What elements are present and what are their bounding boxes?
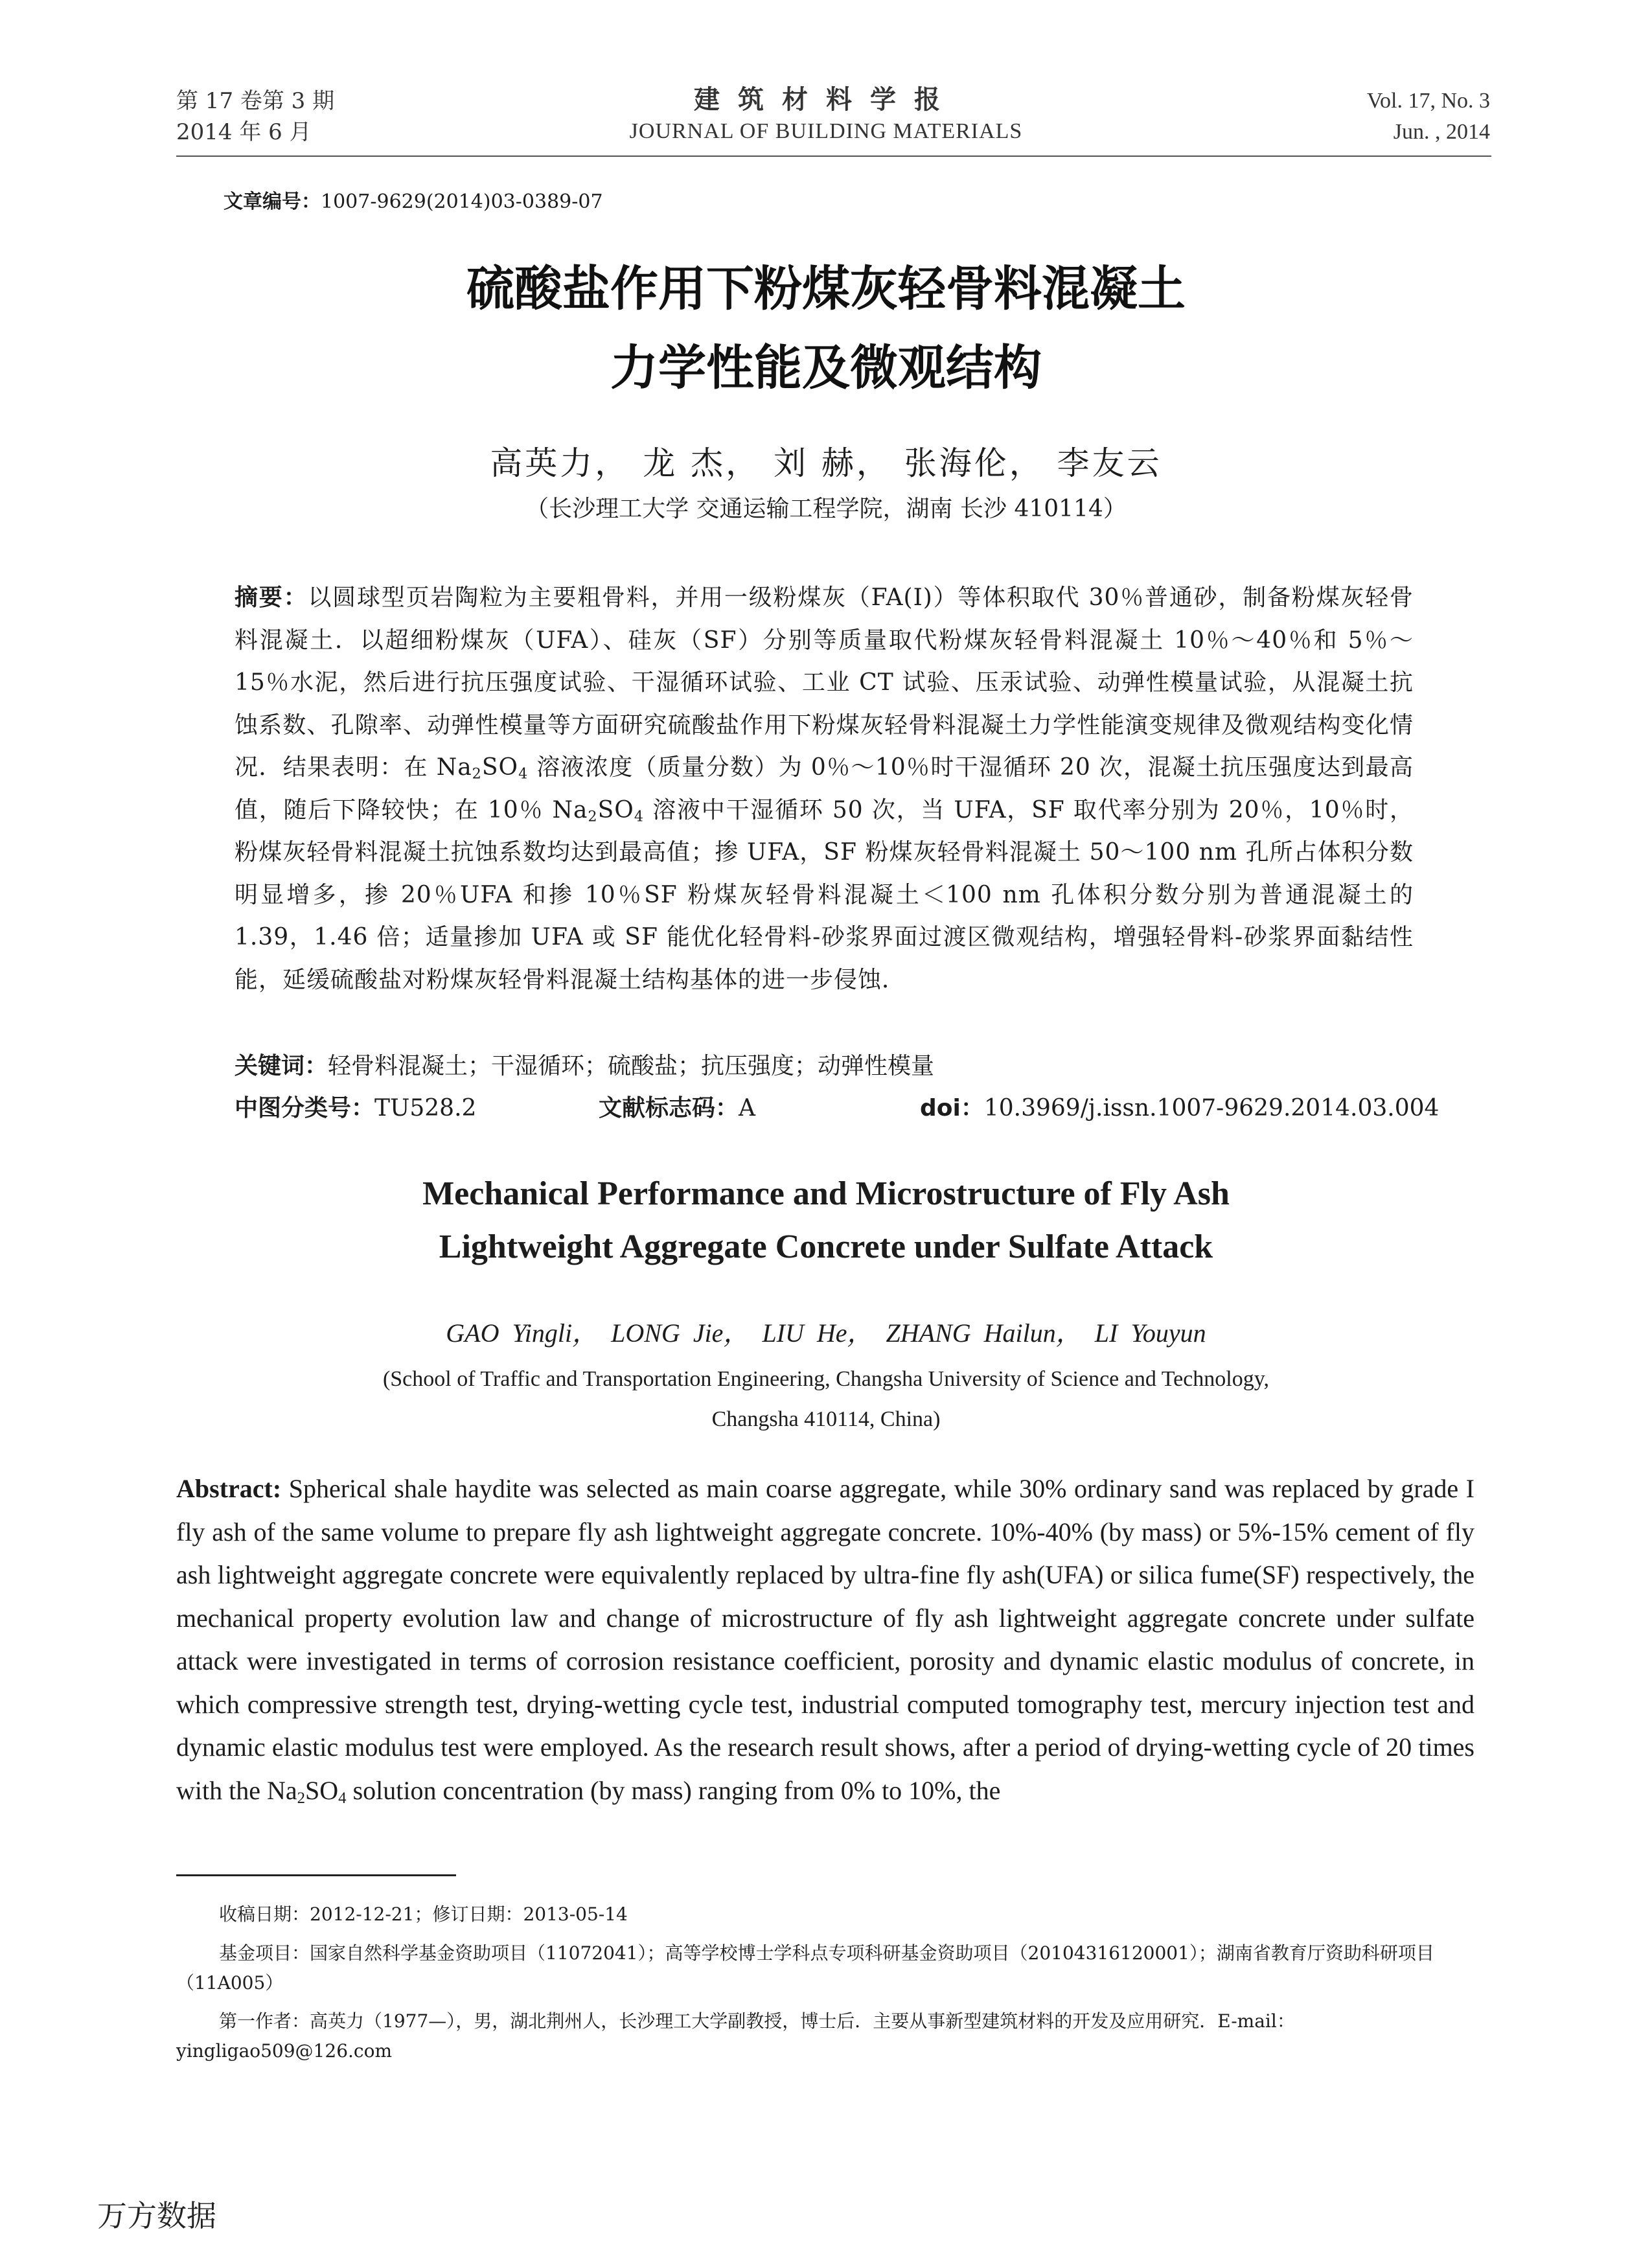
subscript: 2 bbox=[297, 1789, 306, 1807]
clc-value: TU528.2 bbox=[374, 1095, 477, 1121]
header-volume: 第 17 卷第 3 期 bbox=[176, 88, 335, 114]
authors-cn: 高英力， 龙 杰， 刘 赫， 张海伦， 李友云 bbox=[490, 444, 1162, 482]
abstract-en bbox=[176, 1467, 1474, 1812]
title-cn-line1: 硫酸盐作用下粉煤灰轻骨料混凝土 bbox=[466, 261, 1186, 317]
abstract-en-text: Spherical shale haydite was selected as main coarse aggregate, while 30% ordinary sand was replaced by grade I fly ash of the same volume to prepare fly ash lightweight aggregate concrete. 10%-40% (by mass) or 5%-15% cement of fly ash lightweight aggregate concrete were equivalently replaced by ultra-fine fly ash(UFA) or silica fume(SF) respectively, the mechanical property evolution law and change of microstructure of fly ash lightweight aggregate concrete under sulfate attack were investigated in terms of corrosion resistance coefficient, porosity and dynamic elastic modulus of concrete, in which compressive strength test, drying-wetting cycle test, industrial computed tomography test, mercury injection test and dynamic elastic modulus test were employed. As the research result shows, after a period of drying-wetting cycle of 20 times with the Na bbox=[176, 1474, 1474, 1805]
document-code-value: A bbox=[739, 1095, 756, 1121]
journal-name-cn: 建筑材料学报 bbox=[694, 85, 958, 115]
watermark: 万方数据 bbox=[97, 2198, 216, 2233]
abstract-cn-text: 溶液中干湿循环 50 次，当 UFA，SF 取代率分别为 20％，10％时，粉煤灰轻骨料混凝土抗蚀系数均达到最高值；掺 UFA，SF 粉煤灰轻骨料混凝土 50～100 nm 孔所占体积分数明显增多，掺 20％UFA 和掺 10％SF 粉煤灰轻骨料混凝土＜100 nm 孔体积分数分别为普通混凝土的 1.39，1.46 倍；适量掺加 UFA 或 SF 能优化轻骨料-砂浆界面过渡区微观结构，增强轻骨料-砂浆界面黏结性能，延缓硫酸盐对粉煤灰轻骨料混凝土结构基体的进一步侵蚀． bbox=[235, 796, 1414, 993]
header-date-en: Jun. , 2014 bbox=[1393, 120, 1490, 144]
affiliation-en-line1: (School of Traffic and Transportation Engineering, Changsha University of Science and Technology, bbox=[382, 1367, 1270, 1391]
footnote-funding: 基金项目：国家自然科学基金资助项目（11072041）；高等学校博士学科点专项科研基金资助项目（20104316120001）；湖南省教育厅资助科研项目（11A005） bbox=[176, 1942, 1434, 1994]
abstract-en-label: Abstract: bbox=[176, 1474, 282, 1503]
abstract-cn-text: SO bbox=[597, 796, 634, 823]
doi-label: doi： bbox=[920, 1095, 984, 1121]
subscript: 4 bbox=[338, 1789, 347, 1807]
affiliation-cn: （长沙理工大学 交通运输工程学院，湖南 长沙 410114） bbox=[525, 496, 1127, 522]
title-en-line1: Mechanical Performance and Microstructure of Fly Ash bbox=[422, 1175, 1230, 1212]
abstract-en-text: SO bbox=[305, 1775, 339, 1805]
abstract-cn-text: 溶液浓度（质量分数）为 0％～10％时干湿循环 20 次，混凝土抗压强度达到最高值，随后下降较快；在 10％ Na bbox=[235, 754, 1414, 823]
title-en bbox=[0, 1167, 1652, 1274]
title-en-line2: Lightweight Aggregate Concrete under Sulfate Attack bbox=[439, 1228, 1213, 1265]
article-number-value: 1007-9629(2014)03-0389-07 bbox=[321, 190, 603, 213]
article-number bbox=[224, 189, 603, 215]
abstract-cn-text: SO bbox=[481, 754, 519, 781]
abstract-cn-text: 以圆球型页岩陶粒为主要粗骨料，并用一级粉煤灰（FA(I)）等体积取代 30％普通砂，制备粉煤灰轻骨料混凝土．以超细粉煤灰（UFA）、硅灰（SF）分别等质量取代粉煤灰轻骨料混凝土 10％～40％和 5％～15％水泥，然后进行抗压强度试验、干湿循环试验、工业 CT 试验、压汞试验、动弹性模量试验，从混凝土抗蚀系数、孔隙率、动弹性模量等方面研究硫酸盐作用下粉煤灰轻骨料混凝土力学性能演变规律及微观结构变化情况．结果表明：在 Na bbox=[235, 584, 1414, 781]
journal-name-en: JOURNAL OF BUILDING MATERIALS bbox=[629, 119, 1023, 143]
header-divider bbox=[176, 155, 1491, 157]
document-code-label: 文献标志码： bbox=[599, 1095, 739, 1121]
authors-en: GAO Yingli， LONG Jie， LIU He， ZHANG Hailun， LI Youyun bbox=[446, 1318, 1206, 1348]
footnote-received: 收稿日期：2012-12-21；修订日期：2013-05-14 bbox=[219, 1903, 628, 1925]
doi-value: 10.3969/j.issn.1007-9629.2014.03.004 bbox=[983, 1095, 1440, 1121]
footnote-divider bbox=[176, 1874, 456, 1876]
subscript: 4 bbox=[634, 808, 645, 825]
affiliation-en bbox=[324, 1359, 1328, 1440]
abstract-en-text: solution concentration (by mass) ranging from 0% to 10%, the bbox=[346, 1775, 1001, 1805]
doi bbox=[920, 1090, 1439, 1127]
clc-label: 中图分类号： bbox=[235, 1095, 375, 1121]
header-volume-info-en bbox=[1367, 86, 1490, 148]
title-cn bbox=[0, 249, 1652, 408]
title-cn-line2: 力学性能及微观结构 bbox=[610, 340, 1042, 396]
article-number-label: 文章编号： bbox=[224, 190, 321, 213]
clc-code bbox=[235, 1090, 476, 1127]
keywords-cn-value: 轻骨料混凝土；干湿循环；硫酸盐；抗压强度；动弹性模量 bbox=[328, 1053, 935, 1079]
footnote-author: 第一作者：高英力（1977—），男，湖北荆州人，长沙理工大学副教授，博士后．主要从事新型建筑材料的开发及应用研究．E-mail：yingligao509@126.com bbox=[176, 2010, 1295, 2062]
abstract-cn-label: 摘要： bbox=[235, 584, 308, 611]
subscript: 2 bbox=[588, 808, 598, 825]
keywords-cn-label: 关键词： bbox=[235, 1053, 328, 1079]
header-date: 2014 年 6 月 bbox=[176, 119, 312, 145]
subscript: 2 bbox=[472, 765, 482, 783]
keywords-cn bbox=[235, 1048, 934, 1085]
abstract-cn bbox=[235, 577, 1414, 1001]
header-volume-en: Vol. 17, No. 3 bbox=[1366, 89, 1490, 113]
subscript: 4 bbox=[518, 765, 529, 783]
affiliation-en-line2: Changsha 410114, China) bbox=[711, 1407, 941, 1431]
document-code bbox=[599, 1090, 755, 1127]
